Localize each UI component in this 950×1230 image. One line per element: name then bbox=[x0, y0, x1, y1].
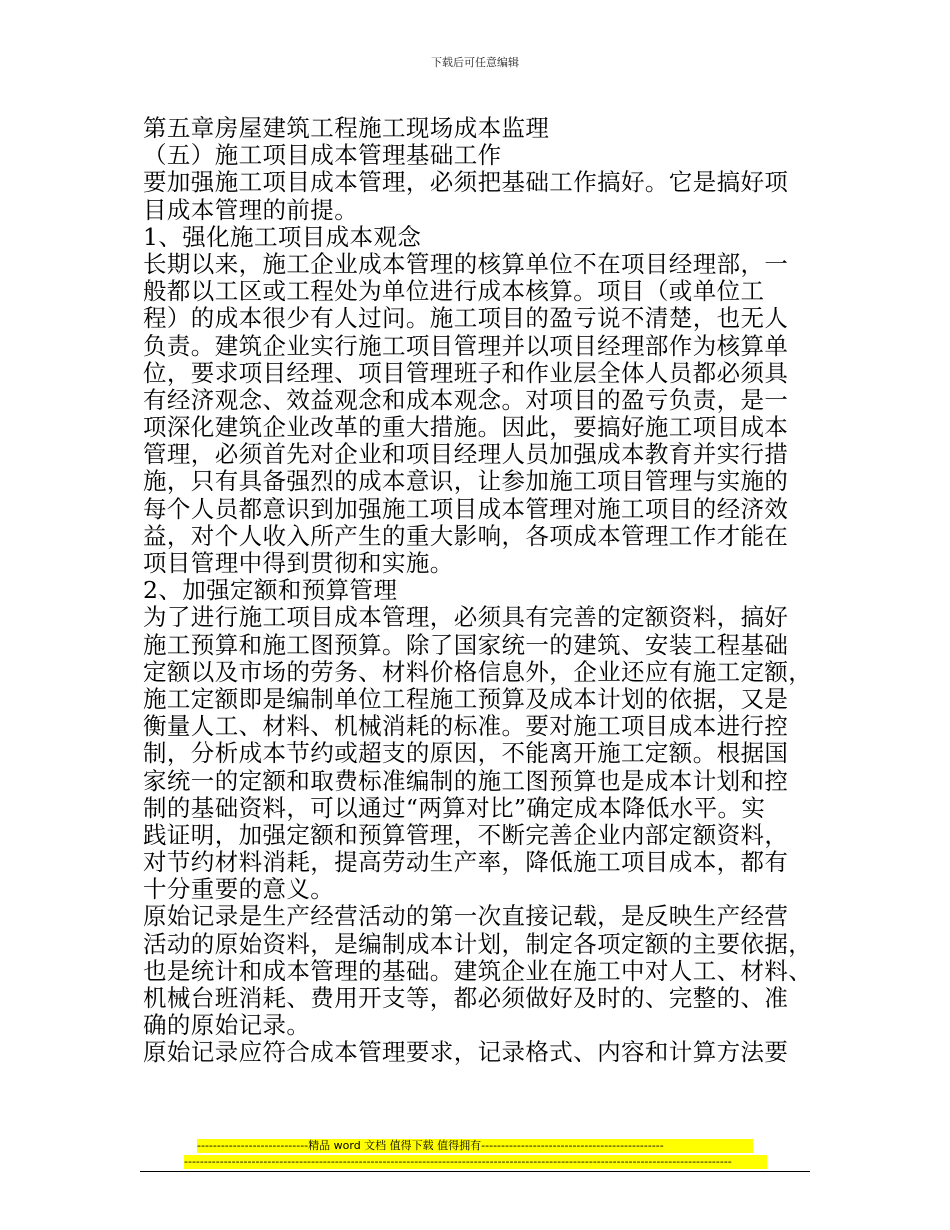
text-line: 家统一的定额和取费标准编制的施工图预算也是成本计划和控 bbox=[143, 767, 789, 795]
text-line: 施，只有具备强烈的成本意识，让参加施工项目管理与实施的 bbox=[143, 468, 789, 496]
text-line: 管理，必须首先对企业和项目经理人员加强成本教育并实行措 bbox=[143, 441, 789, 469]
text-line: 制，分析成本节约或超支的原因，不能离开施工定额。根据国 bbox=[143, 740, 789, 768]
heading-chapter: 第五章房屋建筑工程施工现场成本监理 bbox=[143, 115, 550, 142]
text-line: 般都以工区或工程处为单位进行成本核算。项目（或单位工 bbox=[143, 278, 765, 306]
document-body bbox=[143, 115, 818, 1067]
text-line: 项深化建筑企业改革的重大措施。因此，要搞好施工项目成本 bbox=[143, 414, 789, 442]
text-line: 确的原始记录。 bbox=[143, 1012, 311, 1040]
text-line: 定额以及市场的劳务、材料价格信息外，企业还应有施工定额， bbox=[143, 658, 813, 686]
text-line: 益，对个人收入所产生的重大影响，各项成本管理工作才能在 bbox=[143, 522, 789, 550]
text-line: 践证明，加强定额和预算管理，不断完善企业内部定额资料， bbox=[143, 821, 789, 849]
text-line: 长期以来，施工企业成本管理的核算单位不在项目经理部，一 bbox=[143, 250, 789, 278]
text-line: 十分重要的意义。 bbox=[143, 876, 335, 904]
page-header: 下载后可任意编辑 bbox=[431, 56, 519, 69]
text-line: 程）的成本很少有人过问。施工项目的盈亏说不清楚，也无人 bbox=[143, 305, 789, 333]
text-line: 位，要求项目经理、项目管理班子和作业层全体人员都必须具 bbox=[143, 359, 789, 387]
text-line: 活动的原始资料，是编制成本计划，制定各项定额的主要依据， bbox=[143, 930, 813, 958]
footer-dash-line: ------------------------------------------------------------------------------------------------------------------------------------------ bbox=[184, 1155, 767, 1169]
text-line: 要加强施工项目成本管理，必须把基础工作搞好。它是搞好项 bbox=[143, 169, 789, 197]
text-line: 负责。建筑企业实行施工项目管理并以项目经理部作为核算单 bbox=[143, 332, 789, 360]
text-line: 也是统计和成本管理的基础。建筑企业在施工中对人工、材料、 bbox=[143, 957, 813, 985]
text-line: 为了进行施工项目成本管理，必须具有完善的定额资料，搞好 bbox=[143, 604, 789, 632]
footer-rule bbox=[140, 1171, 810, 1172]
subheading-2: 2、加强定额和预算管理 bbox=[143, 577, 398, 605]
text-line: 每个人员都意识到加强施工项目成本管理对施工项目的经济效 bbox=[143, 495, 789, 523]
text-line: 施工定额即是编制单位工程施工预算及成本计划的依据，又是 bbox=[143, 685, 789, 713]
text-line: 制的基础资料，可以通过“两算对比”确定成本降低水平。实 bbox=[143, 794, 766, 822]
text-line: 项目管理中得到贯彻和实施。 bbox=[143, 550, 454, 577]
heading-section: （五）施工项目成本管理基础工作 bbox=[143, 142, 502, 170]
text-line: 机械台班消耗、费用开支等，都必须做好及时的、完整的、准 bbox=[143, 985, 789, 1012]
text-line: 有经济观念、效益观念和成本观念。对项目的盈亏负责，是一 bbox=[143, 386, 789, 414]
text-line: 衡量人工、材料、机械消耗的标准。要对施工项目成本进行控 bbox=[143, 713, 789, 741]
text-line: 原始记录是生产经营活动的第一次直接记载，是反映生产经营 bbox=[143, 903, 789, 931]
text-line: 原始记录应符合成本管理要求，记录格式、内容和计算方法要 bbox=[143, 1039, 789, 1067]
footer-banner: ----------------------------精品 word 文档 值得下载 值得拥有---------------------------------------------- bbox=[197, 1139, 753, 1153]
text-line: 目成本管理的前提。 bbox=[143, 196, 359, 224]
text-line: 对节约材料消耗，提高劳动生产率，降低施工项目成本，都有 bbox=[143, 849, 789, 877]
subheading-1: 1、强化施工项目成本观念 bbox=[143, 223, 422, 251]
text-line: 施工预算和施工图预算。除了国家统一的建筑、安装工程基础 bbox=[143, 631, 789, 659]
